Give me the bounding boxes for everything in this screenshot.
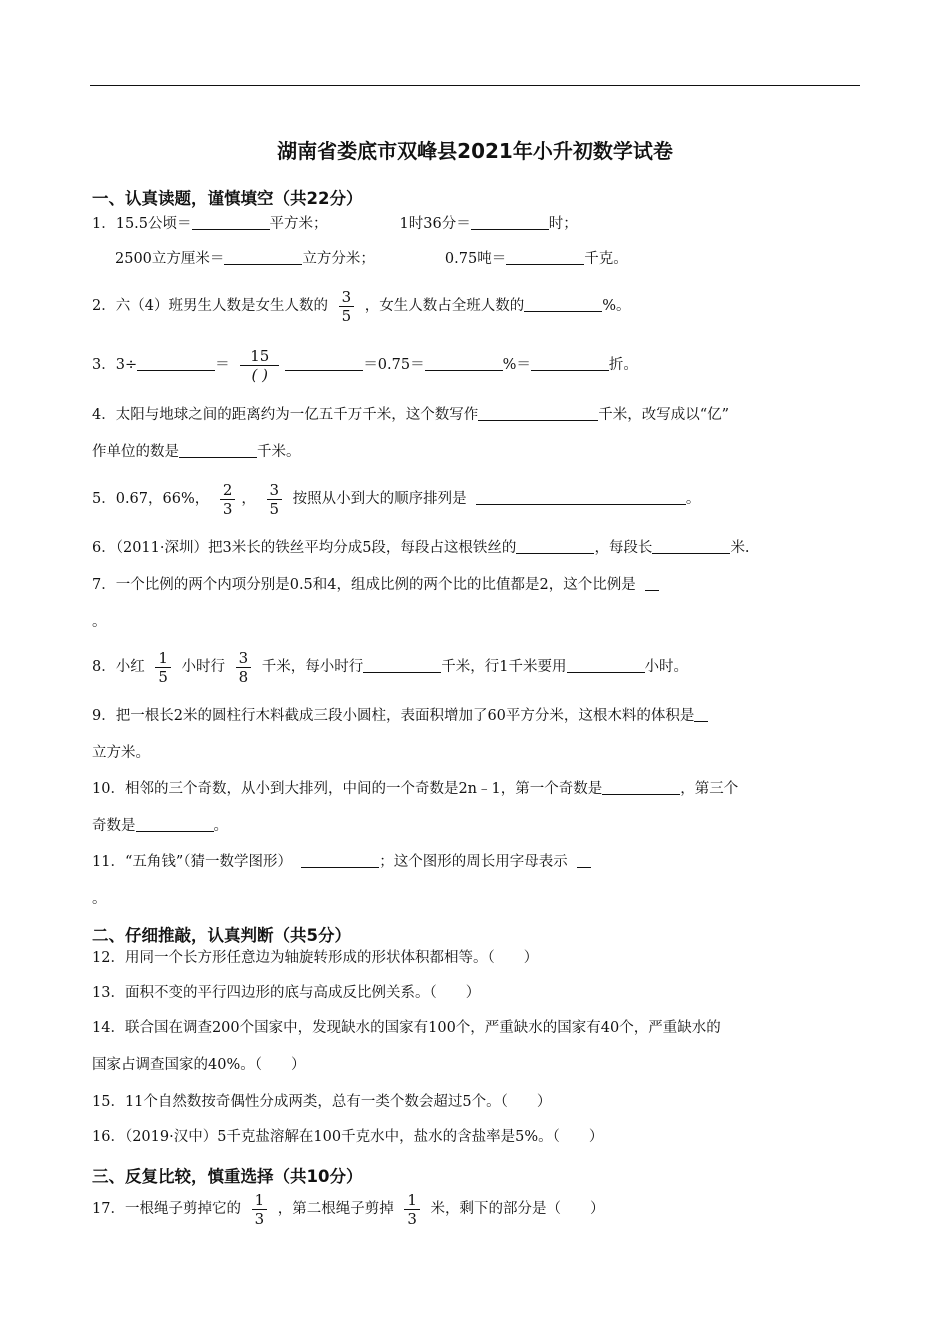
answer-blank[interactable] [192,215,270,230]
answer-blank[interactable] [136,817,214,832]
section-1-heading: 一、认真读题，谨慎填空（共22分） [92,189,363,208]
question-13: 13．面积不变的平行四边形的底与高成反比例关系。（ ） [92,985,481,1001]
answer-blank[interactable] [531,356,609,371]
fraction [236,649,252,686]
q5-text-2: 按照从小到大的顺序排列是 [292,491,467,507]
answer-blank[interactable] [476,490,686,505]
header-rule [90,85,860,86]
question-3 [92,346,638,384]
question-14-line-2: 国家占调查国家的40%。（ ） [92,1057,306,1073]
fraction-denominator: ( ) [240,365,279,384]
q11-text: 11．“五角钱”（猜一数学图形） [92,854,293,870]
fraction [252,1191,268,1228]
question-8 [92,648,688,686]
answer-blank[interactable] [285,356,363,371]
fraction [404,1191,420,1228]
question-11-line-2: 。 [92,891,107,907]
answer-blank[interactable] [224,250,302,265]
q5-separator: ， [241,491,256,507]
q11-text-2: ；这个图形的周长用字母表示 [379,854,568,870]
q2-text-3: %。 [602,298,631,314]
answer-blank[interactable] [301,853,379,868]
exam-title: 湖南省娄底市双峰县2021年小升初数学试卷 [277,139,673,163]
question-2 [92,287,631,325]
answer-blank[interactable] [425,356,503,371]
q3-equals: ＝ [215,357,230,373]
question-4-line-2 [92,442,301,462]
q1-a-text: 1．15.5公顷＝ [92,216,192,232]
answer-blank[interactable] [478,406,598,421]
question-5 [92,480,700,518]
fraction-numerator: 2 [222,480,233,499]
question-15: 15．11个自然数按奇偶性分成两类，总有一类个数会超过5个。（ ） [92,1094,552,1110]
q5-text: 5．0.67，66%， [92,491,210,507]
fraction-numerator: 1 [254,1190,265,1209]
q6-text-2: ，每段长 [594,540,653,556]
q6-text-3: 米. [730,540,750,556]
q2-text: 2．六（4）班男生人数是女生人数的 [92,298,328,314]
q17-text-2: ，第二根绳子剪掉 [277,1201,394,1217]
answer-blank[interactable] [506,250,584,265]
q1-b-unit: 时； [548,216,578,232]
q4-text-3: 作单位的数是 [92,444,179,460]
fraction-denominator: 8 [236,667,252,686]
fraction-numerator: 15 [250,346,270,365]
q3-text-4: 折。 [608,357,638,373]
question-12: 12．用同一个长方形任意边为轴旋转形成的形状体积都相等。（ ） [92,950,539,966]
question-10-line-2 [92,816,228,836]
answer-blank[interactable] [652,539,730,554]
q1-d-text: 0.75吨＝ [444,251,507,267]
q6-text: 6．（2011·深圳）把3米长的铁丝平均分成5段，每段占这根铁丝的 [92,540,517,556]
question-9-line-2: 立方米。 [92,745,150,761]
answer-blank[interactable] [577,853,591,868]
question-10-line-1 [92,779,738,799]
q10-text-3: 奇数是 [92,818,136,834]
q10-text-4: 。 [213,818,228,834]
q1-a-unit: 平方米； [269,216,328,232]
fraction [240,347,279,384]
q3-text: 3．3÷ [92,357,138,373]
fraction [220,481,236,518]
section-2-heading: 二、仔细推敲，认真判断（共5分） [92,926,351,945]
answer-blank[interactable] [645,576,659,591]
question-11-line-1 [92,852,591,872]
q10-text: 10．相邻的三个奇数，从小到大排列，中间的一个奇数是2n﹣1，第一个奇数是 [92,781,603,797]
q8-text-4: 千米，行1千米要用 [441,659,567,675]
fraction-numerator: 3 [238,648,249,667]
question-7-line-2: 。 [92,614,107,630]
fraction [267,481,283,518]
fraction-numerator: 1 [158,648,168,667]
answer-blank[interactable] [694,707,708,722]
q8-text-3: 千米，每小时行 [261,659,364,675]
fraction-denominator: 3 [252,1209,268,1228]
q17-text: 17．一根绳子剪掉它的 [92,1201,241,1217]
q8-text-5: 小时。 [644,659,688,675]
answer-blank[interactable] [602,780,680,795]
question-1-line-1 [92,214,578,234]
fraction-denominator: 3 [220,499,236,518]
q17-text-3: 米，剩下的部分是（ ） [430,1201,605,1217]
answer-blank[interactable] [179,443,257,458]
fraction [339,288,355,325]
question-14-line-1: 14．联合国在调查200个国家中，发现缺水的国家有100个，严重缺水的国家有40个，严重缺水的 [92,1020,721,1036]
fraction-numerator: 3 [269,480,280,499]
answer-blank[interactable] [516,539,594,554]
fraction-denominator: 3 [404,1209,420,1228]
q1-d-unit: 千克。 [584,251,628,267]
q4-text-4: 千米。 [257,444,301,460]
q1-c-unit: 立方分米； [302,251,375,267]
fraction [155,649,171,686]
section-3-heading: 三、反复比较，慎重选择（共10分） [92,1167,363,1186]
q7-text: 7．一个比例的两个内项分别是0.5和4，组成比例的两个比的比值都是2，这个比例是 [92,577,636,593]
q4-text: 4．太阳与地球之间的距离约为一亿五千万千米，这个数写作 [92,407,479,423]
answer-blank[interactable] [137,356,215,371]
answer-blank[interactable] [524,297,602,312]
q1-c-text: 2500立方厘米＝ [115,251,225,267]
fraction-numerator: 1 [407,1190,417,1209]
q10-text-2: ，第三个 [680,781,739,797]
q5-text-3: 。 [685,491,701,507]
fraction-denominator: 5 [267,499,283,518]
q8-text: 8．小红 [92,659,145,675]
q3-text-3: %＝ [502,357,531,373]
fraction-numerator: 3 [341,287,352,306]
fraction-denominator: 5 [155,667,171,686]
answer-blank[interactable] [471,215,549,230]
question-16: 16．（2019·汉中）5千克盐溶解在100千克水中，盐水的含盐率是5%。（ ） [92,1129,604,1145]
q9-text: 9．把一根长2米的圆柱行木料截成三段小圆柱，表面积增加了60平方分米，这根木料的体积是 [92,708,695,724]
question-7-line-1 [92,575,659,595]
question-17 [92,1190,604,1228]
question-1-line-2 [115,249,628,269]
answer-blank[interactable] [363,658,441,673]
q2-text-2: ，女生人数占全班人数的 [364,298,525,314]
answer-blank[interactable] [567,658,645,673]
question-6 [92,538,750,558]
q1-b-text: 1时36分＝ [399,216,471,232]
question-4-line-1 [92,405,729,425]
q3-text-2: ＝0.75＝ [363,357,425,373]
fraction-denominator: 5 [339,306,355,325]
q8-text-2: 小时行 [181,659,225,675]
q4-text-2: 千米，改写成以“亿” [598,407,730,423]
question-9-line-1 [92,706,708,726]
